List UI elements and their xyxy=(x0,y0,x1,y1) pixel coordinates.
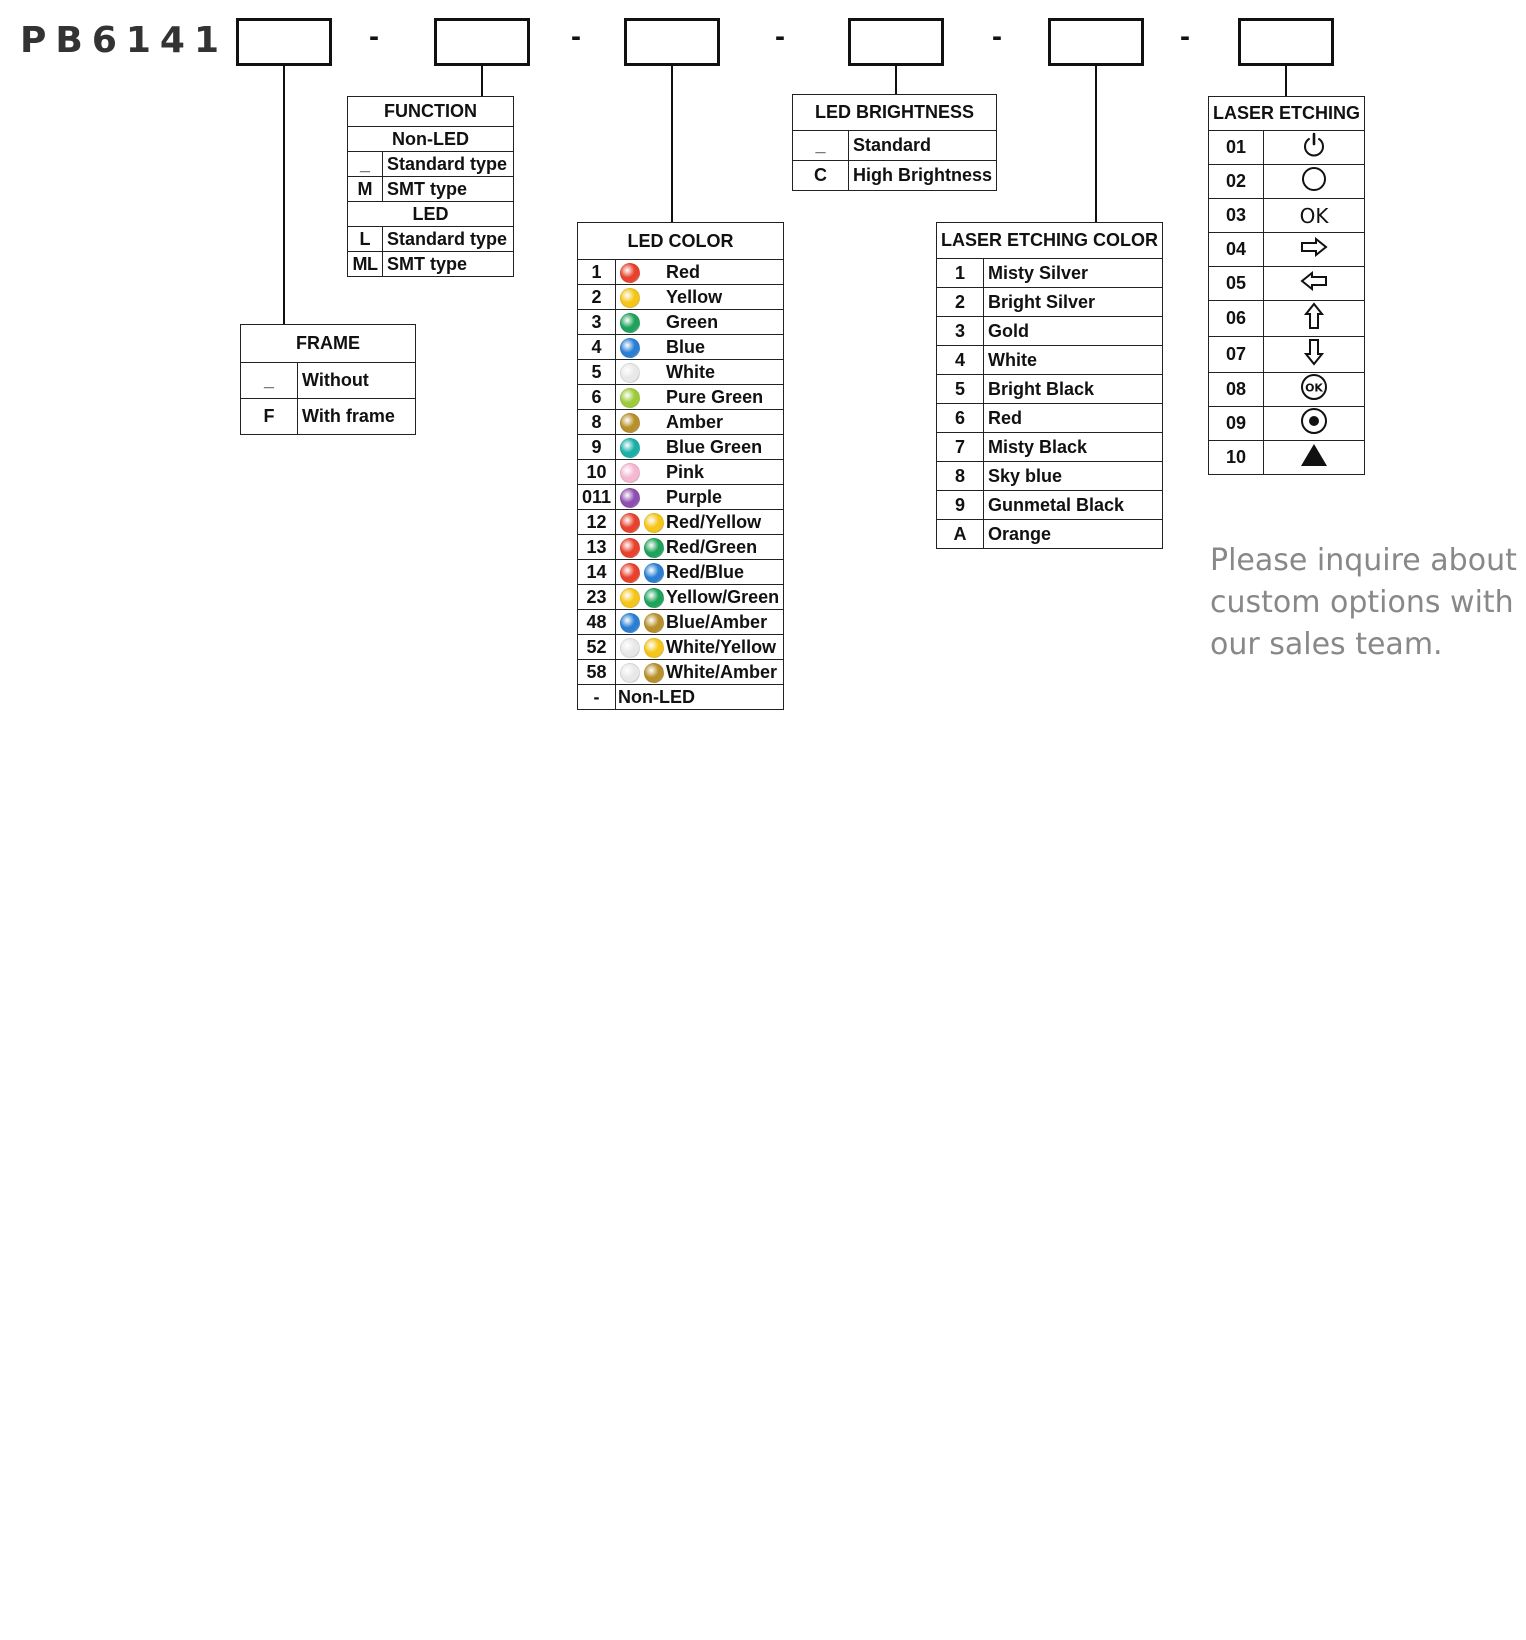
led-color-code: 10 xyxy=(578,460,616,485)
led-dot-icon xyxy=(620,588,640,608)
laser-etching-color-label: Red xyxy=(984,404,1163,433)
led-dot-icon xyxy=(620,338,640,358)
led-dot-icon xyxy=(620,663,640,683)
led-color-label: Red/Green xyxy=(664,535,784,560)
laser-etching-row xyxy=(1209,441,1365,475)
led-indicator-cell xyxy=(616,410,665,435)
function-group-led: LED xyxy=(348,202,514,227)
led-color-label: Yellow xyxy=(664,285,784,310)
laser-etching-code: 10 xyxy=(1209,441,1264,475)
led-dot-icon xyxy=(620,388,640,408)
laser-etching-color-label: Gold xyxy=(984,317,1163,346)
led-indicator-cell xyxy=(616,385,665,410)
separator-3: - xyxy=(775,20,785,53)
led-dot-icon xyxy=(644,538,664,558)
laser-etching-color-label: White xyxy=(984,346,1163,375)
connector-frame xyxy=(283,66,285,324)
led-dot-icon xyxy=(644,613,664,633)
laser-etching-symbol-cell xyxy=(1264,301,1365,337)
led-indicator-cell xyxy=(616,485,665,510)
laser-etching-color-label: Misty Black xyxy=(984,433,1163,462)
laser-etching-color-label: Gunmetal Black xyxy=(984,491,1163,520)
dot-circle-icon xyxy=(1300,407,1328,440)
function-code: L xyxy=(348,227,383,252)
connector-laser-etching xyxy=(1285,66,1287,96)
arrow-right-icon xyxy=(1299,237,1329,262)
led-indicator-cell xyxy=(616,510,665,535)
led-color-label: Amber xyxy=(664,410,784,435)
laser-etching-row xyxy=(1209,165,1365,199)
led-color-code: 52 xyxy=(578,635,616,660)
separator-1: - xyxy=(369,20,379,53)
laser-etching-color-row xyxy=(937,288,1163,317)
function-table xyxy=(347,96,514,277)
laser-etching-row xyxy=(1209,337,1365,373)
led-dot-icon xyxy=(620,413,640,433)
led-color-row xyxy=(578,410,784,435)
separator-4: - xyxy=(992,20,1002,53)
led-color-table xyxy=(577,222,784,710)
led-dot-icon xyxy=(620,438,640,458)
frame-label: Without xyxy=(298,363,416,399)
laser-etching-symbol-cell xyxy=(1264,267,1365,301)
led-color-label: White/Amber xyxy=(664,660,784,685)
led-indicator-cell xyxy=(616,610,665,635)
led-dot-icon xyxy=(620,563,640,583)
function-code: ML xyxy=(348,252,383,277)
laser-etching-symbol-cell xyxy=(1264,337,1365,373)
led-color-row xyxy=(578,460,784,485)
laser-etching-code: 08 xyxy=(1209,373,1264,407)
led-color-code: 1 xyxy=(578,260,616,285)
laser-etching-table xyxy=(1208,96,1365,475)
laser-etching-code: 07 xyxy=(1209,337,1264,373)
led-brightness-code: C xyxy=(793,161,849,191)
laser-etching-symbol-cell xyxy=(1264,233,1365,267)
led-dot-icon xyxy=(644,638,664,658)
laser-etching-code: 05 xyxy=(1209,267,1264,301)
frame-table xyxy=(240,324,416,435)
laser-etching-row xyxy=(1209,373,1365,407)
led-brightness-code: _ xyxy=(793,131,849,161)
laser-etching-color-label: Sky blue xyxy=(984,462,1163,491)
led-indicator-cell xyxy=(616,360,665,385)
led-color-row xyxy=(578,560,784,585)
laser-etching-code: 01 xyxy=(1209,131,1264,165)
function-label: SMT type xyxy=(383,252,514,277)
slot-led-color xyxy=(624,18,720,66)
laser-etching-row xyxy=(1209,233,1365,267)
slot-laser-etching xyxy=(1238,18,1334,66)
laser-etching-row xyxy=(1209,301,1365,337)
led-color-label: Green xyxy=(664,310,784,335)
power-icon xyxy=(1300,131,1328,164)
led-color-code: 4 xyxy=(578,335,616,360)
ok-text-icon: OK xyxy=(1299,203,1329,228)
laser-etching-color-code: 9 xyxy=(937,491,984,520)
led-color-row xyxy=(578,435,784,460)
led-color-code: 12 xyxy=(578,510,616,535)
laser-etching-symbol-cell xyxy=(1264,441,1365,475)
frame-code: F xyxy=(241,399,298,435)
led-color-label: Purple xyxy=(664,485,784,510)
led-dot-icon xyxy=(644,563,664,583)
laser-etching-color-row xyxy=(937,375,1163,404)
led-color-row xyxy=(578,585,784,610)
laser-etching-code: 04 xyxy=(1209,233,1264,267)
connector-laser-etching-color xyxy=(1095,66,1097,222)
laser-etching-color-code: A xyxy=(937,520,984,549)
laser-etching-symbol-cell xyxy=(1264,373,1365,407)
led-color-row xyxy=(578,610,784,635)
led-color-code: 3 xyxy=(578,310,616,335)
circle-icon xyxy=(1300,165,1328,198)
led-indicator-cell xyxy=(616,435,665,460)
led-color-code: 58 xyxy=(578,660,616,685)
laser-etching-row xyxy=(1209,407,1365,441)
slot-led-brightness xyxy=(848,18,944,66)
led-color-label: Blue/Amber xyxy=(664,610,784,635)
laser-etching-color-code: 6 xyxy=(937,404,984,433)
led-color-row xyxy=(578,660,784,685)
led-dot-icon xyxy=(644,588,664,608)
led-color-label: Red/Blue xyxy=(664,560,784,585)
arrow-left-icon xyxy=(1299,271,1329,296)
led-color-code: 8 xyxy=(578,410,616,435)
led-brightness-label: High Brightness xyxy=(848,161,996,191)
led-color-row xyxy=(578,285,784,310)
led-indicator-cell xyxy=(616,560,665,585)
led-color-label: White xyxy=(664,360,784,385)
laser-etching-code: 03 xyxy=(1209,199,1264,233)
led-indicator-cell xyxy=(616,285,665,310)
laser-etching-title: LASER ETCHING xyxy=(1209,97,1365,131)
function-title: FUNCTION xyxy=(348,97,514,127)
laser-etching-row xyxy=(1209,199,1365,233)
led-color-code: 011 xyxy=(578,485,616,510)
laser-etching-color-title: LASER ETCHING COLOR xyxy=(937,223,1163,259)
led-color-row xyxy=(578,360,784,385)
laser-etching-color-label: Orange xyxy=(984,520,1163,549)
led-color-row xyxy=(578,510,784,535)
function-label: Standard type xyxy=(383,152,514,177)
led-color-row xyxy=(578,260,784,285)
led-color-label: Blue Green xyxy=(664,435,784,460)
led-indicator-cell xyxy=(616,260,665,285)
connector-led-color xyxy=(671,66,673,222)
separator-5: - xyxy=(1180,20,1190,53)
laser-etching-row xyxy=(1209,131,1365,165)
led-color-label: Yellow/Green xyxy=(664,585,784,610)
led-dot-icon xyxy=(620,613,640,633)
led-color-code: - xyxy=(578,685,616,710)
separator-2: - xyxy=(571,20,581,53)
led-color-label: Non-LED xyxy=(616,685,784,710)
led-indicator-cell xyxy=(616,660,665,685)
led-color-row xyxy=(578,535,784,560)
slot-laser-etching-color xyxy=(1048,18,1144,66)
laser-etching-color-table xyxy=(936,222,1163,549)
led-color-row xyxy=(578,385,784,410)
led-color-code: 14 xyxy=(578,560,616,585)
laser-etching-color-code: 5 xyxy=(937,375,984,404)
arrow-down-icon xyxy=(1304,337,1324,372)
led-color-row xyxy=(578,635,784,660)
laser-etching-color-code: 2 xyxy=(937,288,984,317)
led-color-label: Red xyxy=(664,260,784,285)
laser-etching-color-code: 7 xyxy=(937,433,984,462)
laser-etching-color-label: Misty Silver xyxy=(984,259,1163,288)
led-color-code: 9 xyxy=(578,435,616,460)
led-indicator-cell xyxy=(616,585,665,610)
laser-etching-row xyxy=(1209,267,1365,301)
laser-etching-color-row xyxy=(937,520,1163,549)
slot-function xyxy=(434,18,530,66)
led-dot-icon xyxy=(644,663,664,683)
ok-circle-icon xyxy=(1300,373,1328,406)
led-color-row xyxy=(578,485,784,510)
led-dot-icon xyxy=(620,513,640,533)
led-dot-icon xyxy=(620,463,640,483)
led-brightness-title: LED BRIGHTNESS xyxy=(793,95,997,131)
led-color-label: Red/Yellow xyxy=(664,510,784,535)
connector-led-brightness xyxy=(895,66,897,94)
laser-etching-color-row xyxy=(937,317,1163,346)
laser-etching-symbol-cell xyxy=(1264,165,1365,199)
svg-text:OK: OK xyxy=(1305,381,1323,395)
connector-function xyxy=(481,66,483,96)
led-indicator-cell xyxy=(616,310,665,335)
led-color-row xyxy=(578,310,784,335)
laser-etching-color-row xyxy=(937,404,1163,433)
led-brightness-label: Standard xyxy=(848,131,996,161)
led-dot-icon xyxy=(620,538,640,558)
led-color-title: LED COLOR xyxy=(578,223,784,260)
led-indicator-cell xyxy=(616,535,665,560)
function-code: _ xyxy=(348,152,383,177)
led-dot-icon xyxy=(620,263,640,283)
led-dot-icon xyxy=(620,288,640,308)
led-color-label: White/Yellow xyxy=(664,635,784,660)
led-color-code: 2 xyxy=(578,285,616,310)
function-code: M xyxy=(348,177,383,202)
function-label: SMT type xyxy=(383,177,514,202)
arrow-up-icon xyxy=(1304,301,1324,336)
led-color-label: Pure Green xyxy=(664,385,784,410)
led-indicator-cell xyxy=(616,460,665,485)
part-number: PB6141 xyxy=(20,20,229,61)
frame-code: _ xyxy=(241,363,298,399)
laser-etching-symbol-cell xyxy=(1264,407,1365,441)
laser-etching-color-row xyxy=(937,462,1163,491)
laser-etching-symbol-cell xyxy=(1264,199,1365,233)
function-group-non-led: Non-LED xyxy=(348,127,514,152)
laser-etching-color-label: Bright Black xyxy=(984,375,1163,404)
laser-etching-color-code: 4 xyxy=(937,346,984,375)
led-color-row xyxy=(578,335,784,360)
laser-etching-color-row xyxy=(937,433,1163,462)
led-dot-icon xyxy=(620,313,640,333)
led-color-code: 5 xyxy=(578,360,616,385)
led-color-code: 48 xyxy=(578,610,616,635)
led-brightness-table xyxy=(792,94,997,191)
led-color-label: Pink xyxy=(664,460,784,485)
laser-etching-symbol-cell xyxy=(1264,131,1365,165)
led-dot-icon xyxy=(644,513,664,533)
led-indicator-cell xyxy=(616,335,665,360)
led-dot-icon xyxy=(620,363,640,383)
laser-etching-color-row xyxy=(937,259,1163,288)
laser-etching-color-code: 8 xyxy=(937,462,984,491)
frame-title: FRAME xyxy=(241,325,416,363)
laser-etching-color-code: 3 xyxy=(937,317,984,346)
led-color-label: Blue xyxy=(664,335,784,360)
led-dot-icon xyxy=(620,638,640,658)
laser-etching-color-row xyxy=(937,346,1163,375)
laser-etching-color-code: 1 xyxy=(937,259,984,288)
triangle-icon xyxy=(1299,442,1329,473)
laser-etching-code: 02 xyxy=(1209,165,1264,199)
function-label: Standard type xyxy=(383,227,514,252)
led-indicator-cell xyxy=(616,635,665,660)
laser-etching-code: 06 xyxy=(1209,301,1264,337)
frame-label: With frame xyxy=(298,399,416,435)
led-color-code: 23 xyxy=(578,585,616,610)
led-color-code: 13 xyxy=(578,535,616,560)
laser-etching-code: 09 xyxy=(1209,407,1264,441)
custom-options-note: Please inquire about custom options with our sales team. xyxy=(1210,543,1517,662)
slot-frame xyxy=(236,18,332,66)
led-color-code: 6 xyxy=(578,385,616,410)
laser-etching-color-label: Bright Silver xyxy=(984,288,1163,317)
laser-etching-color-row xyxy=(937,491,1163,520)
led-dot-icon xyxy=(620,488,640,508)
